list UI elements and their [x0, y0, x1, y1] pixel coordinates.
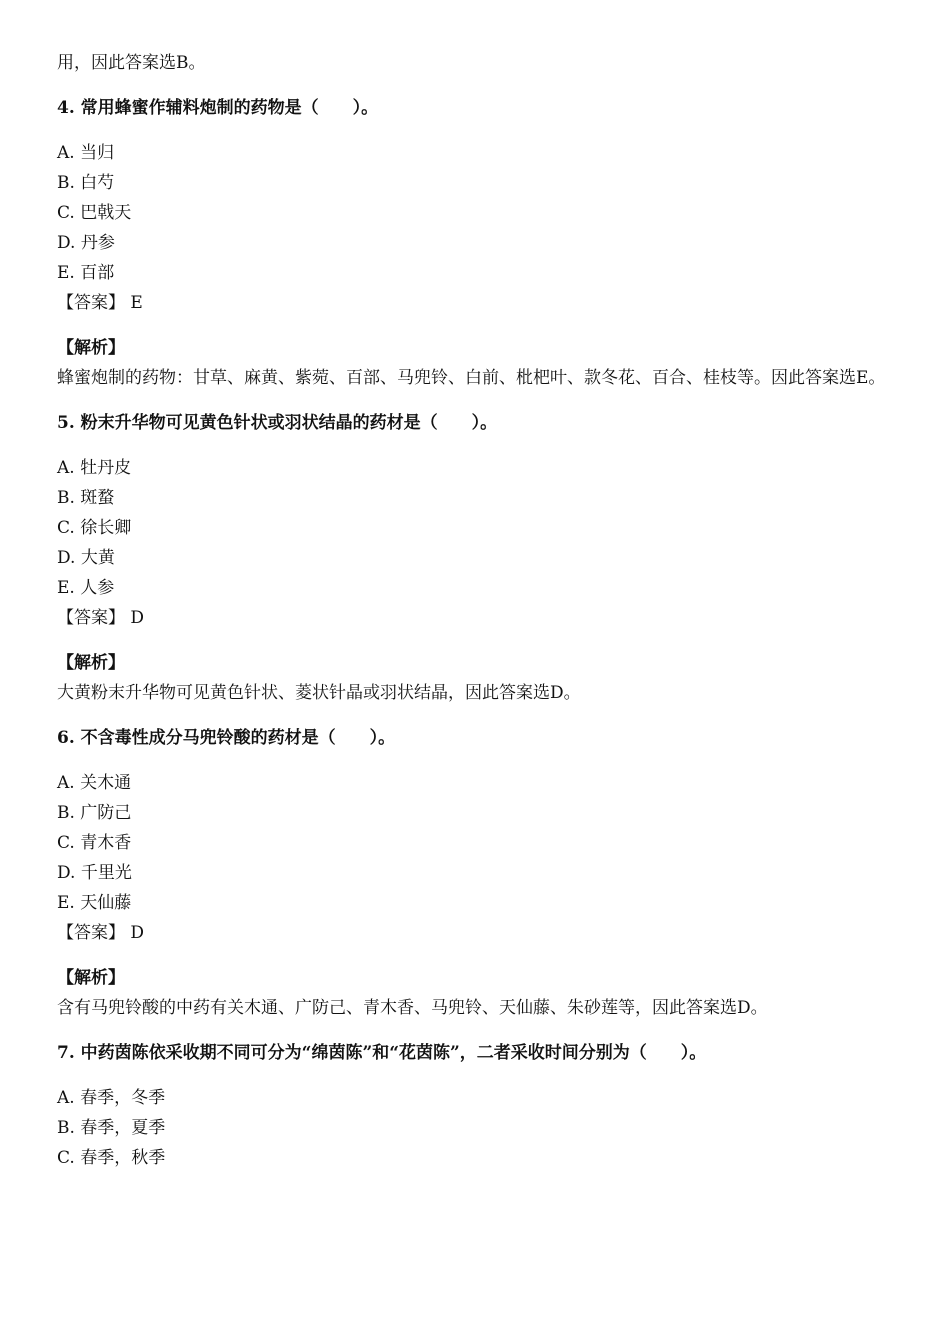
question-4-answer: 【答案】 E: [57, 293, 143, 313]
question-5-option-b: B. 斑蝥: [57, 488, 115, 508]
question-4-option-d: D. 丹参: [57, 233, 115, 253]
question-5-analysis-label: 【解析】: [57, 653, 125, 673]
question-7: [57, 1038, 887, 1173]
question-6-option-c: C. 青木香: [57, 833, 132, 853]
question-4-title: 4. 常用蜂蜜作辅料炮制的药物是（ ）。: [57, 98, 379, 118]
question-5-option-c: C. 徐长卿: [57, 518, 132, 538]
question-5: [57, 408, 887, 708]
question-5-option-a: A. 牡丹皮: [57, 458, 132, 478]
question-6: [57, 723, 887, 1023]
previous-analysis-fragment: 用，因此答案选B。: [57, 53, 206, 73]
question-5-analysis-text: 大黄粉末升华物可见黄色针状、菱状针晶或羽状结晶，因此答案选D。: [57, 683, 581, 703]
question-7-option-b: B. 春季，夏季: [57, 1118, 166, 1138]
question-4-option-a: A. 当归: [57, 143, 115, 163]
question-6-option-d: D. 千里光: [57, 863, 132, 883]
question-6-answer: 【答案】 D: [57, 923, 145, 943]
question-6-option-b: B. 广防己: [57, 803, 132, 823]
question-4-analysis-label: 【解析】: [57, 338, 125, 358]
question-6-analysis-text: 含有马兜铃酸的中药有关木通、广防己、青木香、马兜铃、天仙藤、朱砂莲等，因此答案选D。: [57, 998, 768, 1018]
question-4-option-e: E. 百部: [57, 263, 115, 283]
question-6-option-a: A. 关木通: [57, 773, 132, 793]
question-6-option-e: E. 天仙藤: [57, 893, 132, 913]
question-4-analysis-text: 蜂蜜炮制的药物：甘草、麻黄、紫菀、百部、马兜铃、白前、枇杷叶、款冬花、百合、桂枝等。因此答案选E。: [57, 368, 886, 388]
question-4-option-b: B. 白芍: [57, 173, 115, 193]
question-7-option-c: C. 春季，秋季: [57, 1148, 166, 1168]
question-7-option-a: A. 春季，冬季: [57, 1088, 166, 1108]
question-6-analysis-label: 【解析】: [57, 968, 125, 988]
question-6-title: 6. 不含毒性成分马兜铃酸的药材是（ ）。: [57, 728, 396, 748]
question-4-option-c: C. 巴戟天: [57, 203, 132, 223]
question-5-title: 5. 粉末升华物可见黄色针状或羽状结晶的药材是（ ）。: [57, 413, 498, 433]
question-4: [57, 93, 887, 393]
document-page: [57, 48, 887, 1173]
question-5-option-e: E. 人参: [57, 578, 115, 598]
question-5-answer: 【答案】 D: [57, 608, 145, 628]
question-5-option-d: D. 大黄: [57, 548, 115, 568]
question-7-title: 7. 中药茵陈依采收期不同可分为“绵茵陈”和“花茵陈”，二者采收时间分别为（ ）。: [57, 1043, 707, 1063]
